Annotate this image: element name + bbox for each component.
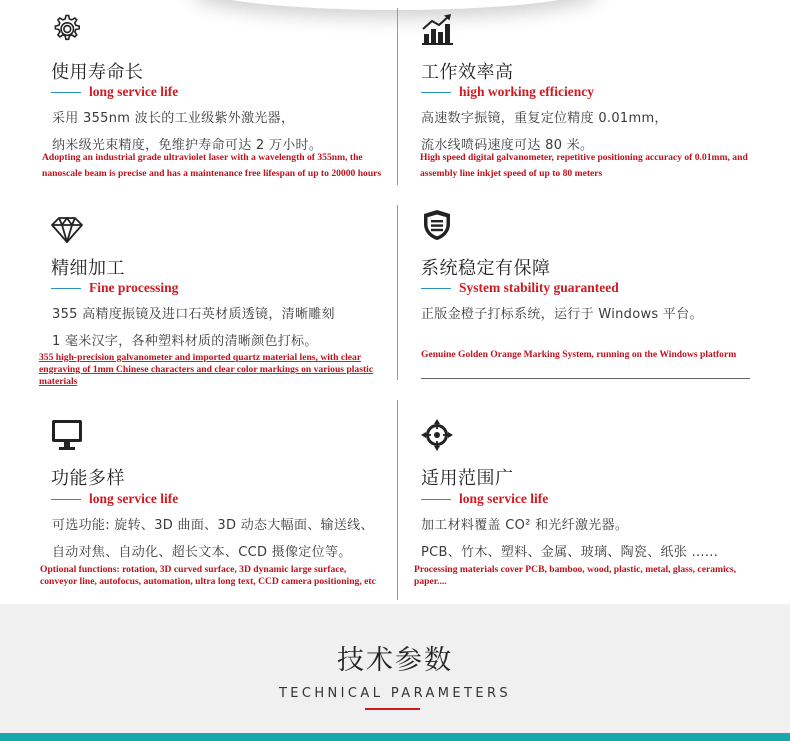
feature-english-desc: Adopting an industrial grade ultraviolet laser with a wavelength of 355nm, the nanoscale beam is precise and has a maintenance free lifespan of up to 20000 hours (42, 152, 382, 179)
subtitle-text: Fine processing (89, 280, 179, 295)
feature-subtitle (421, 84, 594, 100)
column-divider (397, 205, 398, 380)
feature-desc-line2: 纳米级光束精度，免维护寿命可达 2 万小时。 (52, 138, 323, 153)
subtitle-text: System stability guaranteed (459, 280, 619, 295)
feature-english-desc: High speed digital galvanometer, repetitive positioning accuracy of 0.01mm, and assembly line inkjet speed of up to 80 meters (420, 152, 748, 179)
feature-desc-line2: 流水线喷码速度可达 80 米。 (421, 138, 594, 153)
feature-desc-line2: PCB、竹木、塑料、金属、玻璃、陶瓷、纸张 ...... (421, 545, 719, 560)
feature-desc-line1: 可选功能: 旋转、3D 曲面、3D 动态大幅面、输送线、 (52, 518, 374, 533)
feature-english-desc: Genuine Golden Orange Marking System, running on the Windows platform (421, 349, 737, 360)
feature-desc-line1: 加工材料覆盖 CO² 和光纤激光器。 (421, 518, 629, 533)
feature-title: 功能多样 (51, 468, 125, 489)
subtitle-dash (51, 92, 81, 93)
column-divider (397, 8, 398, 185)
shield-icon (420, 208, 454, 242)
subtitle-dash (51, 499, 81, 500)
feature-subtitle (421, 491, 548, 507)
feature-subtitle (421, 280, 619, 296)
feature-desc-line1: 355 高精度振镜及进口石英材质透镜，清晰雕刻 (52, 307, 335, 322)
feature-title: 使用寿命长 (51, 62, 144, 83)
growth-chart-icon (420, 12, 454, 46)
feature-title: 适用范围广 (421, 468, 514, 489)
subtitle-dash (421, 288, 451, 289)
feature-title: 精细加工 (51, 258, 125, 279)
section-title-en: TECHNICAL PARAMETERS (278, 686, 512, 701)
diamond-icon (50, 212, 84, 246)
subtitle-dash (421, 499, 451, 500)
feature-subtitle (51, 280, 178, 296)
feature-desc-line1: 采用 355nm 波长的工业级紫外激光器， (52, 111, 295, 126)
teal-bottom-bar (0, 733, 790, 741)
feature-underline (421, 378, 750, 379)
subtitle-dash (51, 288, 81, 289)
title-underline (365, 708, 420, 710)
feature-title: 系统稳定有保障 (421, 258, 551, 279)
feature-desc-line1: 正版金橙子打标系统，运行于 Windows 平台。 (421, 307, 703, 322)
section-title-cn: 技术参数 (337, 645, 453, 676)
subtitle-text: long service life (89, 491, 179, 506)
feature-subtitle (51, 84, 178, 100)
subtitle-text: long service life (89, 84, 179, 99)
subtitle-text: long service life (459, 491, 549, 506)
feature-english-desc: Processing materials cover PCB, bamboo, wood, plastic, metal, glass, ceramics, paper.... (414, 564, 737, 587)
column-divider (397, 400, 398, 600)
subtitle-text: high working efficiency (459, 84, 594, 99)
monitor-icon (50, 418, 84, 452)
gear-icon (49, 12, 83, 46)
feature-title: 工作效率高 (421, 62, 514, 83)
feature-desc-line1: 高速数字振镜，重复定位精度 0.01mm， (421, 111, 668, 126)
subtitle-dash (421, 92, 451, 93)
top-shadow-decoration (190, 0, 600, 10)
feature-english-desc: Optional functions: rotation, 3D curved surface, 3D dynamic large surface, conveyor line, autofocus, automation, ultra long text, CCD camera positioning, etc (40, 564, 376, 587)
feature-desc-line2: 自动对焦、自动化、超长文本、CCD 摄像定位等。 (52, 545, 352, 560)
technical-parameters-header (0, 604, 790, 741)
feature-desc-line2: 1 毫米汉字，各种塑料材质的清晰颜色打标。 (52, 334, 318, 349)
crosshair-icon (420, 418, 454, 452)
feature-english-desc: 355 high-precision galvanometer and imported quartz material lens, with clear engraving of 1mm Chinese characters and clear color markings on various plastic materials (39, 352, 374, 387)
feature-subtitle (51, 491, 178, 507)
